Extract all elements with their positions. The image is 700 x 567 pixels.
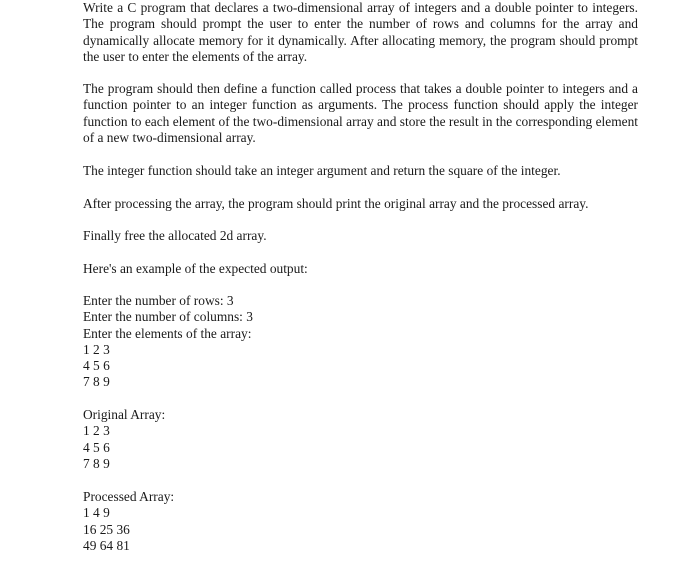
paragraph-free-memory: Finally free the allocated 2d array.: [83, 228, 267, 243]
array-row: 7 8 9: [83, 455, 110, 471]
example-input-block: [83, 293, 253, 391]
example-line: Enter the elements of the array:: [83, 325, 252, 341]
array-row: 1 2 3: [83, 423, 110, 439]
array-row: 4 5 6: [83, 439, 110, 455]
example-line: 1 2 3: [83, 341, 110, 357]
example-line: Enter the number of columns: 3: [83, 309, 253, 325]
original-array-heading: Original Array:: [83, 407, 166, 422]
original-array-block: [83, 407, 165, 472]
processed-array-heading: Processed Array:: [83, 489, 175, 504]
array-row: 1 4 9: [83, 505, 110, 521]
example-line: 4 5 6: [83, 358, 110, 374]
array-row: 16 25 36: [83, 521, 130, 537]
processed-array-block: [83, 489, 174, 554]
paragraph-integer-function: The integer function should take an integer argument and return the square of the integer.: [83, 163, 561, 178]
paragraph-process-function: The program should then define a function called process that takes a double pointer to integers and a function pointer to an integer function as arguments. The process function should apply the integer function to each element of the two-dimensional array and store the result in the corresponding element of a new two-dimensional array.: [83, 81, 638, 145]
example-line: 7 8 9: [83, 374, 110, 390]
paragraph-intro: Write a C program that declares a two-dimensional array of integers and a double pointer to integers. The program should prompt the user to enter the number of rows and columns for the array and dynamically allocate memory for it dynamically. After allocating memory, the program should prompt the user to enter the elements of the array.: [83, 0, 638, 64]
array-row: 49 64 81: [83, 537, 130, 553]
paragraph-print-arrays: After processing the array, the program should print the original array and the processed array.: [83, 196, 589, 211]
example-line: Enter the number of rows: 3: [83, 293, 234, 308]
paragraph-example-intro: Here's an example of the expected output:: [83, 261, 308, 276]
